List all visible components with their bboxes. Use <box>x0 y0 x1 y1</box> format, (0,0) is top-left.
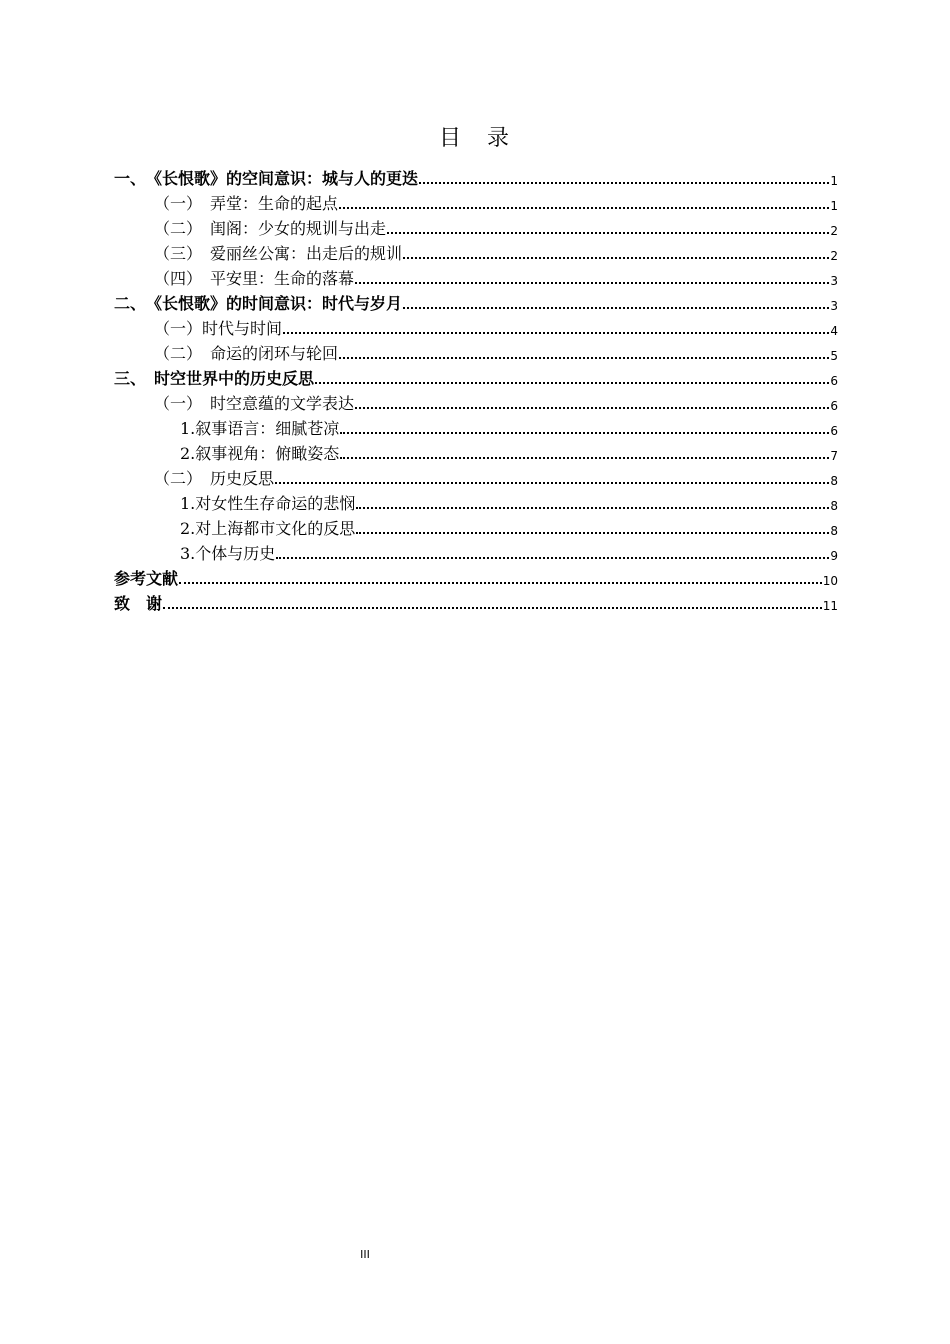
toc-dot-leader <box>403 307 829 309</box>
toc-dot-leader <box>340 432 829 434</box>
toc-entry-label: 2.叙事视角：俯瞰姿态 <box>180 444 340 463</box>
toc-entry-label: 3.个体与历史 <box>180 544 276 563</box>
toc-dot-leader <box>275 482 829 484</box>
toc-dot-leader <box>339 357 829 359</box>
toc-entry-label: （一） 弄堂：生命的起点 <box>154 194 339 213</box>
toc-entry-page-number: 7 <box>830 449 838 463</box>
toc-entry-label: （一） 时空意蕴的文学表达 <box>154 394 355 413</box>
toc-dot-leader <box>340 457 829 459</box>
toc-entry-page-number: 2 <box>830 249 838 263</box>
toc-dot-leader <box>387 232 829 234</box>
toc-entry-label: （一）时代与时间 <box>154 319 283 338</box>
toc-entry[interactable] <box>114 565 838 590</box>
toc-entry[interactable] <box>114 265 838 290</box>
toc-entry[interactable] <box>114 290 838 315</box>
toc-dot-leader <box>179 582 822 584</box>
toc-dot-leader <box>283 332 829 334</box>
toc-entry-page-number: 6 <box>830 424 838 438</box>
toc-entry[interactable] <box>114 415 838 440</box>
toc-entry-label: 三、 时空世界中的历史反思 <box>114 369 315 388</box>
toc-entry-label: 1.叙事语言：细腻苍凉 <box>180 419 340 438</box>
toc-title: 目 录 <box>438 126 511 151</box>
toc-entry-page-number: 2 <box>830 224 838 238</box>
toc-entry[interactable] <box>114 440 838 465</box>
toc-dot-leader <box>419 182 829 184</box>
toc-entry-label: 一、 《长恨歌》的空间意识：城与人的更迭 <box>114 169 419 188</box>
toc-entry[interactable] <box>114 365 838 390</box>
toc-dot-leader <box>356 507 829 509</box>
toc-entry-page-number: 8 <box>830 524 838 538</box>
toc-entry-label: （二） 命运的闭环与轮回 <box>154 344 339 363</box>
toc-entry[interactable] <box>114 165 838 190</box>
toc-entry-page-number: 4 <box>830 324 838 338</box>
toc-dot-leader <box>315 382 829 384</box>
toc-entry-page-number: 3 <box>830 299 838 313</box>
toc-entry[interactable] <box>114 515 838 540</box>
toc-entry-page-number: 9 <box>830 549 838 563</box>
toc-entry-page-number: 8 <box>830 499 838 513</box>
toc-dot-leader <box>355 407 829 409</box>
toc-entry-label: 致 谢 <box>114 594 163 613</box>
toc-entry[interactable] <box>114 240 838 265</box>
toc-entry-page-number: 6 <box>830 399 838 413</box>
toc-entry[interactable] <box>114 490 838 515</box>
toc-entry[interactable] <box>114 215 838 240</box>
toc-entry-page-number: 11 <box>822 599 838 613</box>
toc-entry-page-number: 5 <box>830 349 838 363</box>
toc-entry-label: （二） 历史反思 <box>154 469 275 488</box>
toc-entry[interactable] <box>114 590 838 615</box>
toc-entry[interactable] <box>114 315 838 340</box>
toc-entry-page-number: 10 <box>822 574 838 588</box>
toc-entry-page-number: 8 <box>830 474 838 488</box>
toc-entry-label: 二、 《长恨歌》的时间意识：时代与岁月 <box>114 294 403 313</box>
toc-entry-label: （四） 平安里：生命的落幕 <box>154 269 355 288</box>
toc-entry[interactable] <box>114 340 838 365</box>
toc-dot-leader <box>339 207 829 209</box>
toc-dot-leader <box>163 607 822 609</box>
toc-entry[interactable] <box>114 540 838 565</box>
toc-entry-label: （二） 闺阁：少女的规训与出走 <box>154 219 387 238</box>
toc-dot-leader <box>403 257 829 259</box>
toc-entry-label: （三） 爱丽丝公寓：出走后的规训 <box>154 244 403 263</box>
toc-dot-leader <box>355 282 829 284</box>
toc-entry[interactable] <box>114 390 838 415</box>
toc-entry[interactable] <box>114 190 838 215</box>
toc-list <box>114 165 838 615</box>
toc-entry-label: 参考文献 <box>114 569 179 588</box>
toc-entry-page-number: 1 <box>830 199 838 213</box>
toc-entry[interactable] <box>114 465 838 490</box>
toc-entry-label: 2.对上海都市文化的反思 <box>180 519 356 538</box>
toc-entry-page-number: 3 <box>830 274 838 288</box>
toc-entry-page-number: 6 <box>830 374 838 388</box>
page-number-footer: III <box>360 1248 370 1261</box>
toc-entry-label: 1.对女性生存命运的悲悯 <box>180 494 356 513</box>
toc-dot-leader <box>356 532 829 534</box>
toc-entry-page-number: 1 <box>830 174 838 188</box>
toc-dot-leader <box>276 557 829 559</box>
